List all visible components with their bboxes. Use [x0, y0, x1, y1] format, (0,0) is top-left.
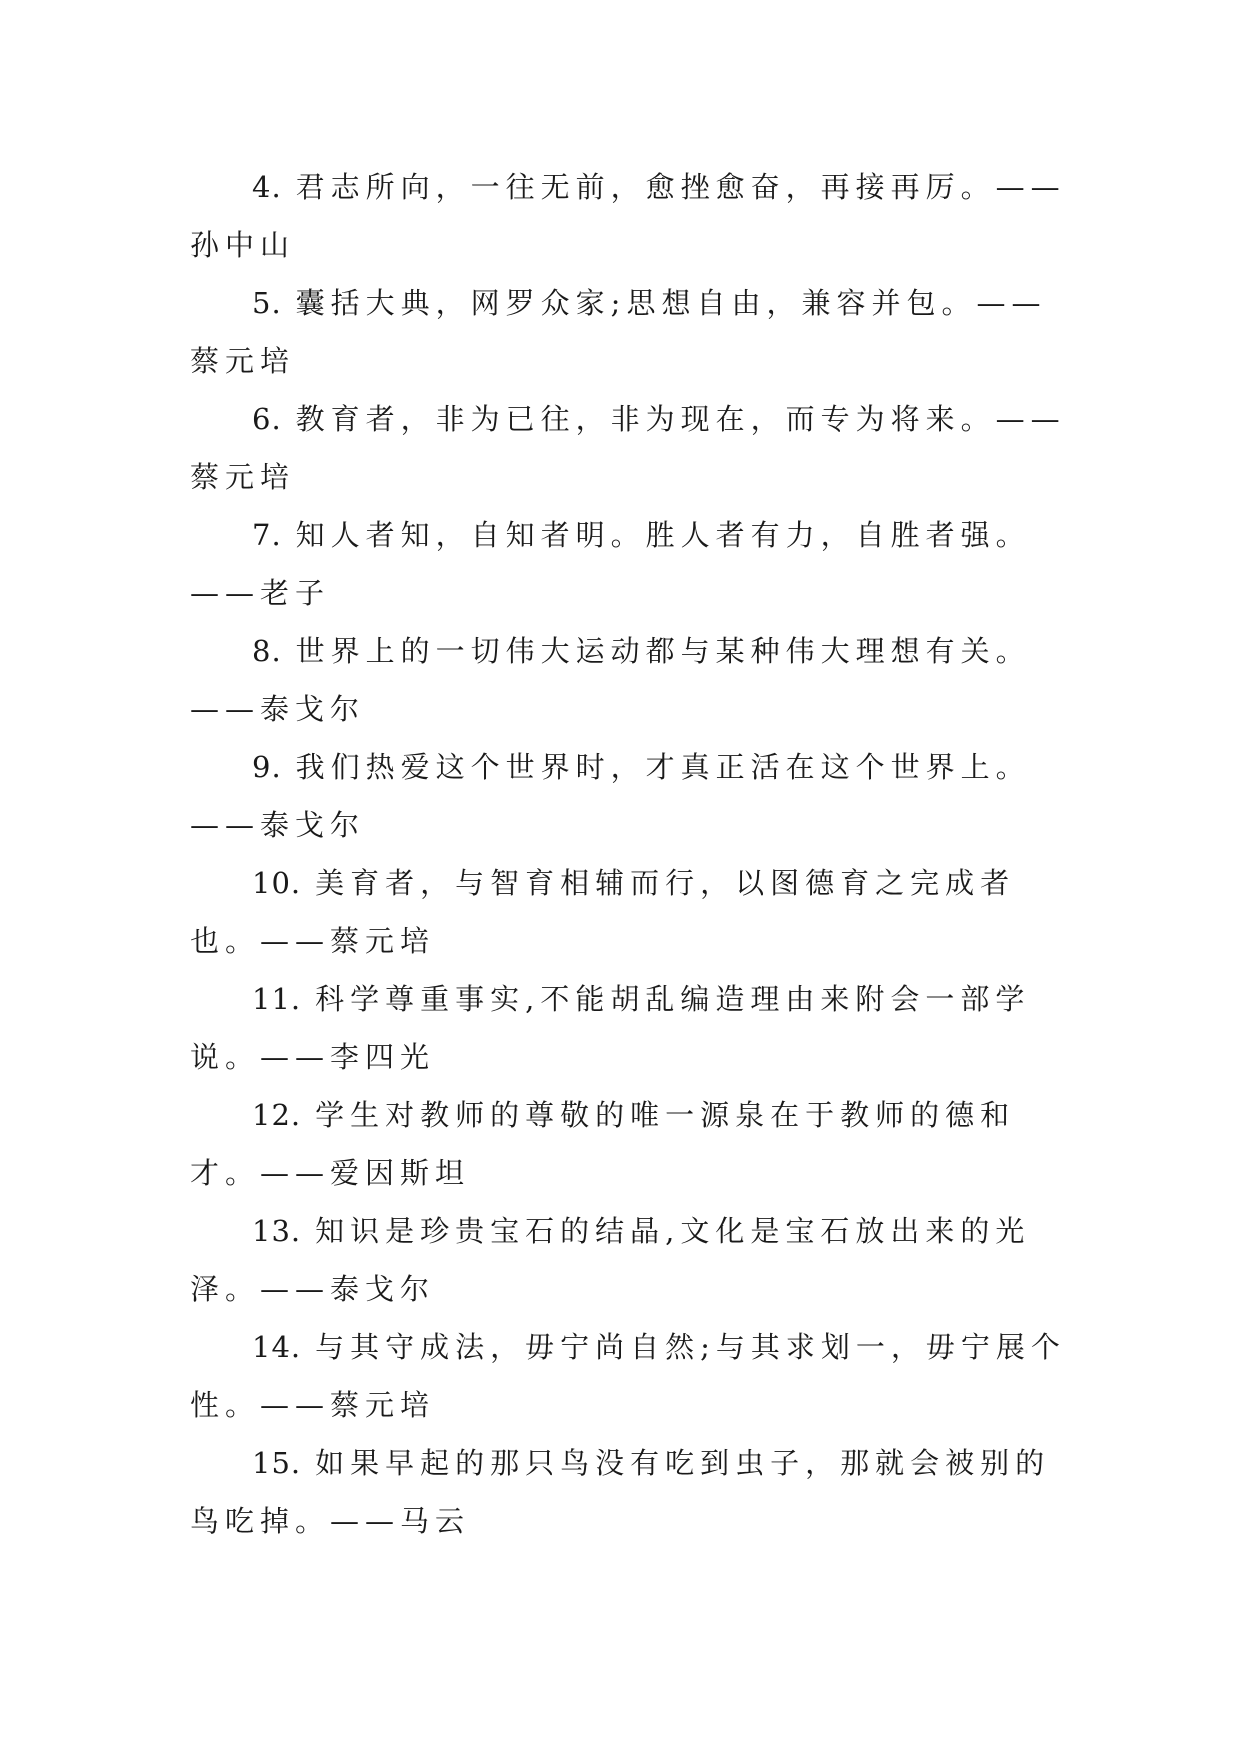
quote-item: [190, 1086, 1070, 1202]
quote-number: 9.: [252, 750, 282, 784]
quote-item: [190, 1434, 1070, 1550]
quote-text: 科学尊重事实,不能胡乱编造理由来附会一部学说。——李四光: [190, 982, 1031, 1074]
quote-text: 世界上的一切伟大运动都与某种伟大理想有关。——泰戈尔: [190, 634, 1031, 726]
quote-item: [190, 970, 1070, 1086]
quote-number: 11.: [252, 982, 302, 1016]
quote-text: 知人者知，自知者明。胜人者有力，自胜者强。——老子: [190, 518, 1031, 610]
quote-number: 10.: [252, 866, 302, 900]
quote-number: 14.: [252, 1330, 302, 1364]
quote-text: 与其守成法，毋宁尚自然;与其求划一，毋宁展个性。——蔡元培: [190, 1330, 1066, 1422]
quote-item: [190, 506, 1070, 622]
quote-item: [190, 622, 1070, 738]
quote-text: 我们热爱这个世界时，才真正活在这个世界上。——泰戈尔: [190, 750, 1031, 842]
quote-number: 13.: [252, 1214, 302, 1248]
quote-number: 8.: [252, 634, 282, 668]
quote-number: 5.: [252, 286, 282, 320]
quote-text: 知识是珍贵宝石的结晶,文化是宝石放出来的光泽。——泰戈尔: [190, 1214, 1031, 1306]
quote-text: 君志所向，一往无前，愈挫愈奋，再接再厉。——孙中山: [190, 170, 1066, 262]
quote-number: 7.: [252, 518, 282, 552]
quote-text: 囊括大典，网罗众家;思想自由，兼容并包。——蔡元培: [190, 286, 1047, 378]
quote-text: 学生对教师的尊敬的唯一源泉在于教师的德和才。——爱因斯坦: [190, 1098, 1016, 1190]
quote-number: 6.: [252, 402, 282, 436]
quote-list: [190, 158, 1070, 1550]
quote-text: 教育者，非为已往，非为现在，而专为将来。——蔡元培: [190, 402, 1066, 494]
quote-text: 美育者，与智育相辅而行，以图德育之完成者也。——蔡元培: [190, 866, 1016, 958]
quote-item: [190, 390, 1070, 506]
quote-item: [190, 158, 1070, 274]
quote-item: [190, 1318, 1070, 1434]
quote-number: 12.: [252, 1098, 302, 1132]
quote-item: [190, 738, 1070, 854]
quote-item: [190, 854, 1070, 970]
quote-number: 15.: [252, 1446, 302, 1480]
quote-item: [190, 1202, 1070, 1318]
quote-number: 4.: [252, 170, 282, 204]
quote-text: 如果早起的那只鸟没有吃到虫子，那就会被别的鸟吃掉。——马云: [190, 1446, 1051, 1538]
quote-item: [190, 274, 1070, 390]
